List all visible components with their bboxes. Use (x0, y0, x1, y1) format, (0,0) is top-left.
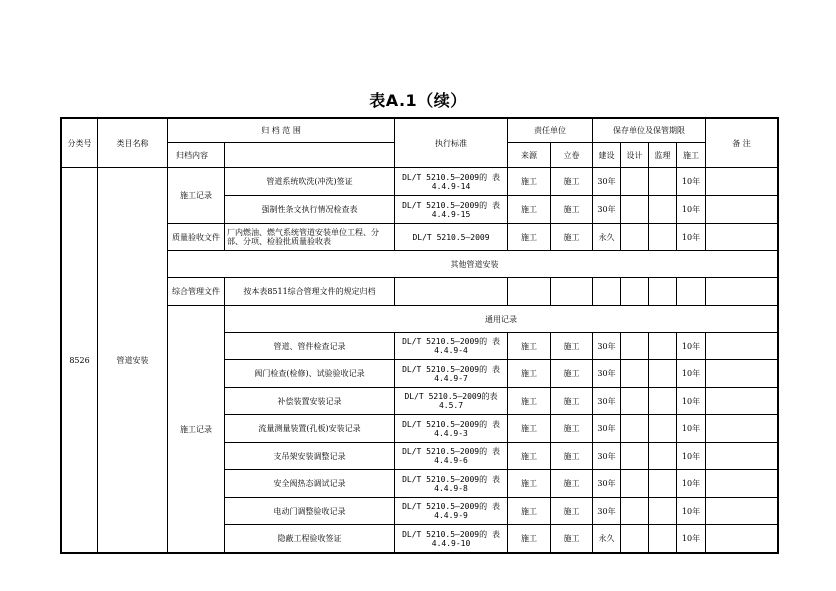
design-cell (621, 360, 649, 388)
source-cell: 施工 (508, 415, 551, 443)
remarks-cell (706, 196, 778, 224)
constructor-cell: 10年 (677, 333, 706, 360)
constructor-cell: 10年 (677, 360, 706, 388)
section-title: 其他管道安装 (168, 251, 778, 278)
header-remarks: 备 注 (706, 119, 778, 168)
filing-cell: 施工 (551, 415, 593, 443)
standard-cell (395, 278, 508, 306)
construction-unit-cell: 30年 (593, 443, 621, 470)
group-cell: 施工记录 (168, 306, 225, 553)
item-cell: 管道、管件检查记录 (225, 333, 395, 360)
standard-cell: DL/T 5210.5—2009 (395, 224, 508, 251)
design-cell (621, 224, 649, 251)
header-filing: 立卷 (551, 143, 593, 168)
constructor-cell: 10年 (677, 443, 706, 470)
constructor-cell: 10年 (677, 415, 706, 443)
remarks-cell (706, 224, 778, 251)
table-row (62, 168, 778, 196)
group-cell: 综合管理文件 (168, 278, 225, 306)
header-responsible-unit: 责任单位 (508, 119, 593, 143)
source-cell: 施工 (508, 498, 551, 525)
supervision-cell (649, 224, 677, 251)
construction-unit-cell: 永久 (593, 525, 621, 553)
table-row (62, 278, 778, 306)
design-cell (621, 470, 649, 498)
group-cell: 质量验收文件 (168, 224, 225, 251)
design-cell (621, 443, 649, 470)
filing-cell: 施工 (551, 525, 593, 553)
constructor-cell (677, 278, 706, 306)
remarks-cell (706, 470, 778, 498)
item-cell: 强制性条文执行情况检查表 (225, 196, 395, 224)
source-cell: 施工 (508, 525, 551, 553)
design-cell (621, 196, 649, 224)
construction-unit-cell: 30年 (593, 168, 621, 196)
filing-cell (551, 278, 593, 306)
remarks-cell (706, 360, 778, 388)
standard-cell: DL/T 5210.5—2009的 表 4.4.9-6 (395, 443, 508, 470)
supervision-cell (649, 388, 677, 415)
item-cell: 管道系统吹洗(冲洗)签证 (225, 168, 395, 196)
constructor-cell: 10年 (677, 525, 706, 553)
construction-unit-cell: 30年 (593, 196, 621, 224)
item-cell: 流量测量装置(孔板)安装记录 (225, 415, 395, 443)
header-supervision: 监理 (649, 143, 677, 168)
section-title: 通用记录 (225, 306, 778, 333)
header-construction-unit: 建设 (593, 143, 621, 168)
supervision-cell (649, 168, 677, 196)
construction-unit-cell: 永久 (593, 224, 621, 251)
construction-unit-cell: 30年 (593, 470, 621, 498)
source-cell: 施工 (508, 388, 551, 415)
standard-cell: DL/T 5210.5—2009的表 4.5.7 (395, 388, 508, 415)
constructor-cell: 10年 (677, 498, 706, 525)
supervision-cell (649, 196, 677, 224)
filing-cell: 施工 (551, 333, 593, 360)
filing-cell: 施工 (551, 498, 593, 525)
item-cell: 阀门检查(检修)、试验验收记录 (225, 360, 395, 388)
source-cell: 施工 (508, 360, 551, 388)
supervision-cell (649, 525, 677, 553)
standard-cell: DL/T 5210.5—2009的 表 4.4.9-15 (395, 196, 508, 224)
category-name-cell: 管道安装 (98, 168, 168, 553)
construction-unit-cell: 30年 (593, 388, 621, 415)
constructor-cell: 10年 (677, 196, 706, 224)
filing-cell: 施工 (551, 168, 593, 196)
supervision-cell (649, 360, 677, 388)
header-archive-scope: 归 档 范 围 (168, 119, 395, 143)
supervision-cell (649, 333, 677, 360)
construction-unit-cell (593, 278, 621, 306)
standard-cell: DL/T 5210.5—2009的 表 4.4.9-14 (395, 168, 508, 196)
header-constructor: 施工 (677, 143, 706, 168)
section-row (62, 251, 778, 278)
filing-cell: 施工 (551, 443, 593, 470)
construction-unit-cell: 30年 (593, 498, 621, 525)
page-title: 表A.1（续） (369, 91, 467, 110)
filing-cell: 施工 (551, 388, 593, 415)
source-cell (508, 278, 551, 306)
remarks-cell (706, 443, 778, 470)
design-cell (621, 415, 649, 443)
source-cell: 施工 (508, 443, 551, 470)
source-cell: 施工 (508, 470, 551, 498)
item-cell: 按本表8511综合管理文件的规定归档 (225, 278, 395, 306)
header-retention: 保存单位及保管期限 (593, 119, 706, 143)
section-row (62, 306, 778, 333)
supervision-cell (649, 498, 677, 525)
constructor-cell: 10年 (677, 168, 706, 196)
standard-cell: DL/T 5210.5—2009的 表 4.4.9-7 (395, 360, 508, 388)
standard-cell: DL/T 5210.5—2009的 表 4.4.9-8 (395, 470, 508, 498)
design-cell (621, 278, 649, 306)
source-cell: 施工 (508, 196, 551, 224)
constructor-cell: 10年 (677, 470, 706, 498)
class-no-cell: 8526 (62, 168, 98, 553)
supervision-cell (649, 415, 677, 443)
header-category-name: 类目名称 (98, 119, 168, 168)
standard-cell: DL/T 5210.5—2009的 表 4.4.9-3 (395, 415, 508, 443)
archive-table (61, 118, 778, 553)
standard-cell: DL/T 5210.5—2009的 表 4.4.9-9 (395, 498, 508, 525)
header-archive-content-blank (225, 143, 395, 168)
item-cell: 厂内燃油、燃气系统管道安装单位工程、分部、分项、检验批质量验收表 (225, 224, 395, 251)
filing-cell: 施工 (551, 360, 593, 388)
source-cell: 施工 (508, 168, 551, 196)
constructor-cell: 10年 (677, 388, 706, 415)
header-source: 来源 (508, 143, 551, 168)
header-row-1 (62, 119, 778, 143)
standard-cell: DL/T 5210.5—2009的 表 4.4.9-4 (395, 333, 508, 360)
group-cell: 施工记录 (168, 168, 225, 224)
remarks-cell (706, 525, 778, 553)
remarks-cell (706, 168, 778, 196)
remarks-cell (706, 415, 778, 443)
item-cell: 安全阀热态调试记录 (225, 470, 395, 498)
remarks-cell (706, 388, 778, 415)
item-cell: 电动门调整验收记录 (225, 498, 395, 525)
header-standard: 执行标准 (395, 119, 508, 168)
remarks-cell (706, 333, 778, 360)
supervision-cell (649, 470, 677, 498)
supervision-cell (649, 278, 677, 306)
header-class-no: 分类号 (62, 119, 98, 168)
design-cell (621, 333, 649, 360)
remarks-cell (706, 498, 778, 525)
filing-cell: 施工 (551, 196, 593, 224)
remarks-cell (706, 278, 778, 306)
construction-unit-cell: 30年 (593, 360, 621, 388)
design-cell (621, 168, 649, 196)
design-cell (621, 388, 649, 415)
filing-cell: 施工 (551, 470, 593, 498)
source-cell: 施工 (508, 224, 551, 251)
design-cell (621, 498, 649, 525)
item-cell: 隐蔽工程验收签证 (225, 525, 395, 553)
constructor-cell: 10年 (677, 224, 706, 251)
construction-unit-cell: 30年 (593, 333, 621, 360)
source-cell: 施工 (508, 333, 551, 360)
item-cell: 支吊架安装调整记录 (225, 443, 395, 470)
standard-cell: DL/T 5210.5—2009的 表 4.4.9-10 (395, 525, 508, 553)
supervision-cell (649, 443, 677, 470)
header-archive-content: 归档内容 (168, 143, 225, 168)
item-cell: 补偿装置安装记录 (225, 388, 395, 415)
filing-cell: 施工 (551, 224, 593, 251)
header-design: 设计 (621, 143, 649, 168)
design-cell (621, 525, 649, 553)
table-row (62, 224, 778, 251)
construction-unit-cell: 30年 (593, 415, 621, 443)
